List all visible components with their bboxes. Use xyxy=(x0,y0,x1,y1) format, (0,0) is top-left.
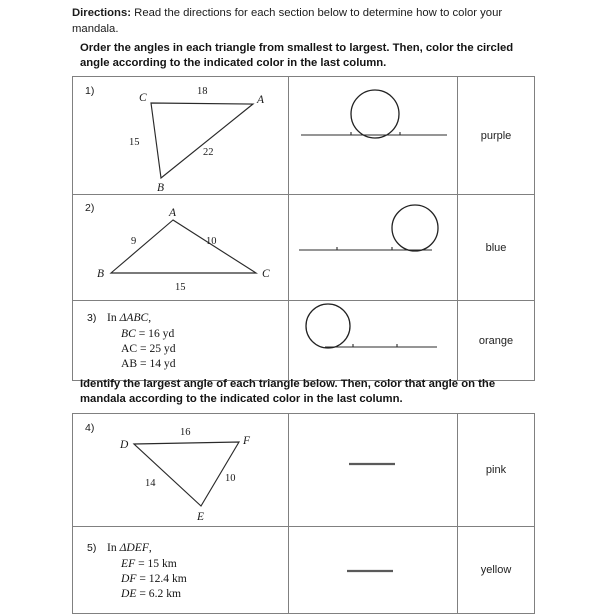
side-label-14: 14 xyxy=(145,478,156,489)
segment-name: EF xyxy=(121,556,136,570)
color-label-blue: blue xyxy=(485,241,507,254)
problem-cell-1 xyxy=(73,77,289,195)
mandala-diagram-3 xyxy=(289,302,457,380)
table-row xyxy=(73,301,535,381)
side-label-22: 22 xyxy=(203,147,214,158)
mandala-diagram-1 xyxy=(289,77,457,194)
vertex-label-B: B xyxy=(157,182,165,194)
mandala-cell-1 xyxy=(289,77,458,195)
table-row xyxy=(73,527,535,614)
vertex-label-E: E xyxy=(197,511,205,523)
vertex-label-D: D xyxy=(120,439,129,451)
measurement-line xyxy=(121,341,288,356)
intro-prefix: In xyxy=(107,311,120,324)
color-label-yellow: yellow xyxy=(480,564,512,576)
color-label-pink: pink xyxy=(485,464,507,476)
color-cell-4 xyxy=(458,414,535,527)
measurement-list-5 xyxy=(121,556,288,601)
intro-suffix: , xyxy=(148,540,152,554)
measurement-list-3 xyxy=(121,326,288,371)
side-label-18: 18 xyxy=(197,86,208,97)
vertex-label-B: B xyxy=(97,268,105,280)
vertex-label-A: A xyxy=(257,94,265,106)
mandala-circle-2 xyxy=(392,205,438,251)
problem-cell-4 xyxy=(73,414,289,527)
intro-prefix: In xyxy=(107,540,120,554)
table-row xyxy=(73,77,535,195)
segment-value: = 16 yd xyxy=(135,327,175,340)
problem-number-3: 3) xyxy=(87,312,97,324)
intro-suffix: , xyxy=(148,311,152,324)
measurement-line xyxy=(121,556,288,571)
directions-paragraph xyxy=(72,6,532,37)
mandala-circle-1 xyxy=(351,90,399,138)
section-1-instruction: Order the angles in each triangle from smallest to largest. Then, color the circled angle according to the indicated color in the last column. xyxy=(80,42,514,70)
measurement-line xyxy=(121,571,288,586)
color-cell-1 xyxy=(458,77,535,195)
side-label-15: 15 xyxy=(175,282,186,293)
table-row xyxy=(73,414,535,527)
problem-cell-3 xyxy=(73,301,289,381)
mandala-diagram-5 xyxy=(289,527,457,613)
mandala-diagram-4 xyxy=(289,414,457,526)
measurement-line xyxy=(121,586,288,601)
segment-name: BC xyxy=(121,327,136,340)
vertex-label-C: C xyxy=(139,92,147,104)
side-label-9: 9 xyxy=(131,236,137,247)
side-label-10: 10 xyxy=(225,473,236,484)
section-2-table xyxy=(72,413,535,614)
table-row xyxy=(73,195,535,301)
segment-value: = 6.2 km xyxy=(136,586,182,600)
side-label-10: 10 xyxy=(206,236,217,247)
problem-cell-2 xyxy=(73,195,289,301)
segment-value: AC = 25 yd xyxy=(121,342,176,355)
mandala-cell-2 xyxy=(289,195,458,301)
measurement-line xyxy=(121,326,288,341)
vertex-label-C: C xyxy=(262,268,270,280)
section-2-instruction: Identify the largest angle of each triangle below. Then, color that angle on the mandala according to the indicated color in the last column. xyxy=(80,378,496,406)
segment-value: = 15 km xyxy=(135,556,177,570)
problem-text-3 xyxy=(73,301,288,380)
segment-value: AB = 14 yd xyxy=(121,357,176,370)
triangle-symbol: ΔDEF xyxy=(119,540,149,554)
problem-intro-3 xyxy=(107,311,151,324)
side-label-15: 15 xyxy=(129,137,140,148)
triangle-diagram-2 xyxy=(73,195,288,300)
color-label-purple: purple xyxy=(480,129,512,142)
problem-number-2: 2) xyxy=(85,202,95,214)
color-cell-3 xyxy=(458,301,535,381)
problem-intro-5 xyxy=(107,541,152,554)
mandala-diagram-2 xyxy=(289,195,457,300)
mandala-cell-5 xyxy=(289,527,458,614)
problem-text-5 xyxy=(73,531,288,610)
color-label-orange: orange xyxy=(478,334,514,347)
segment-value: = 12.4 km xyxy=(136,571,187,585)
vertex-label-A: A xyxy=(169,207,177,219)
color-cell-5 xyxy=(458,527,535,614)
problem-number-5: 5) xyxy=(87,541,97,554)
measurement-line xyxy=(121,356,288,371)
section-1-table xyxy=(72,76,535,381)
mandala-circle-3 xyxy=(306,304,350,348)
problem-number-4: 4) xyxy=(85,422,95,434)
color-cell-2 xyxy=(458,195,535,301)
vertex-label-F: F xyxy=(243,435,251,447)
directions-text: Read the directions for each section below to determine how to color your mandala. xyxy=(72,7,503,35)
directions-label: Directions: xyxy=(72,7,132,19)
segment-name: DF xyxy=(121,571,137,585)
triangle-diagram-1 xyxy=(73,77,288,194)
segment-name: DE xyxy=(121,586,137,600)
triangle-symbol: ΔABC xyxy=(119,311,149,324)
mandala-cell-4 xyxy=(289,414,458,527)
mandala-cell-3 xyxy=(289,301,458,381)
problem-cell-5 xyxy=(73,527,289,614)
triangle-diagram-4 xyxy=(73,414,288,526)
side-label-16: 16 xyxy=(180,427,191,438)
problem-number-1: 1) xyxy=(85,85,95,97)
